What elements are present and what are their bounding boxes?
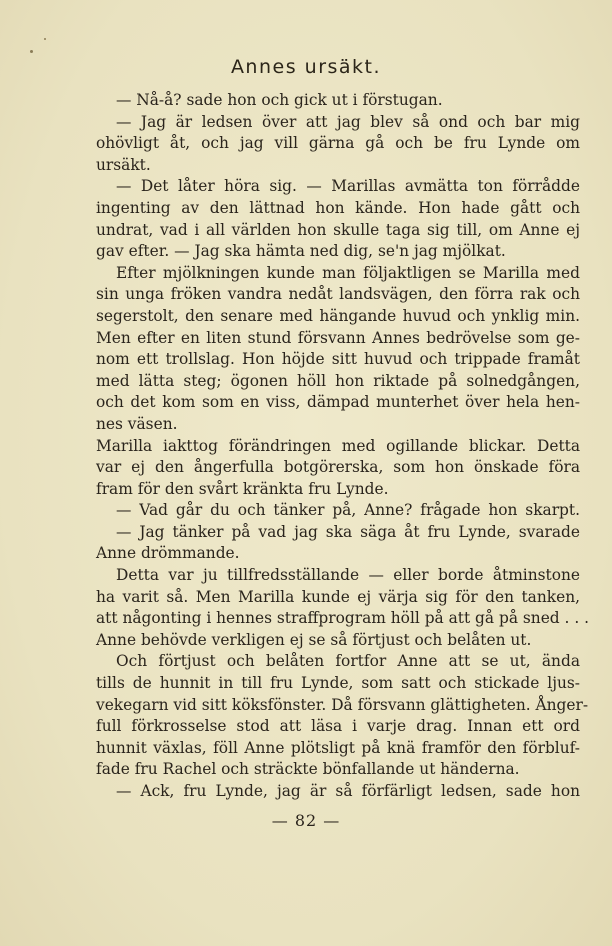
text-line: med lätta steg; ögonen höll hon riktade på solnedgången,: [96, 371, 580, 390]
text-line: full förkrosselse stod att läsa i varje drag. Innan ett ord: [96, 717, 580, 736]
text-line: ohövligt åt, och jag vill gärna gå och be fru Lynde om: [96, 134, 580, 153]
paper-speck: [44, 38, 46, 40]
text-line: Efter mjölkningen kunde man följaktligen se Marilla med: [116, 263, 580, 282]
text-line: sin unga fröken vandra nedåt landsvägen, den förra rak och: [96, 285, 580, 304]
text-line: att någonting i hennes straffprogram höll på att gå på sned . . .: [96, 609, 590, 628]
text-line: ha varit så. Men Marilla kunde ej värja sig för den tanken,: [96, 587, 580, 606]
text-line: nes väsen.: [96, 414, 178, 433]
text-line: ursäkt.: [96, 155, 151, 174]
text-line: undrat, vad i all världen hon skulle taga sig till, om Anne ej: [96, 220, 580, 239]
text-line: — Det låter höra sig. — Marillas avmätta ton förrådde: [116, 177, 580, 196]
text-line: gav efter. — Jag ska hämta ned dig, se'n jag mjölkat.: [96, 242, 506, 261]
text-line: Anne behövde verkligen ej se så förtjust och belåten ut.: [96, 630, 532, 649]
body-text: [96, 90, 590, 803]
text-line: — Ack, fru Lynde, jag är så förfärligt ledsen, sade hon: [116, 782, 580, 800]
text-line: vekegarn vid sitt köksfönster. Då försvann glättigheten. Ånger-: [96, 695, 589, 714]
text-line: Anne drömmande.: [96, 544, 240, 563]
text-line: Men efter en liten stund försvann Annes bedrövelse som ge-: [96, 328, 580, 347]
text-line: — Nå-å? sade hon och gick ut i förstugan.: [116, 91, 443, 109]
text-line: segerstolt, den senare med hängande huvud och ynklig min.: [96, 306, 580, 325]
text-line: ingenting av den lättnad hon kände. Hon hade gått och: [96, 198, 580, 217]
text-line: hunnit växlas, föll Anne plötsligt på knä framför den förbluf-: [96, 738, 580, 757]
text-line: — Vad går du och tänker på, Anne? frågade hon skarpt.: [116, 501, 580, 520]
text-line: Och förtjust och belåten fortfor Anne att se ut, ända: [116, 652, 580, 671]
text-line: Marilla iakttog förändringen med ogillande blickar. Detta: [96, 436, 580, 455]
paper-speck: [30, 50, 33, 53]
text-line: — Jag tänker på vad jag ska säga åt fru Lynde, svarade: [116, 522, 580, 541]
text-line: fade fru Rachel och sträckte bönfallande ut händerna.: [96, 760, 520, 779]
chapter-title: Annes ursäkt.: [230, 56, 382, 78]
text-line: tills de hunnit in till fru Lynde, som satt och stickade ljus-: [96, 674, 580, 693]
text-line: — Jag är ledsen över att jag blev så ond och bar mig: [116, 112, 580, 131]
page-number: — 82 —: [271, 811, 341, 830]
text-line: nom ett trollslag. Hon höjde sitt huvud och trippade framåt: [96, 350, 580, 369]
text-line: fram för den svårt kränkta fru Lynde.: [96, 479, 389, 498]
text-line: Detta var ju tillfredsställande — eller borde åtminstone: [116, 566, 580, 585]
text-line: och det kom som en viss, dämpad munterhet över hela hen-: [96, 393, 580, 412]
text-line: var ej den ångerfulla botgörerska, som hon önskade föra: [96, 458, 580, 477]
